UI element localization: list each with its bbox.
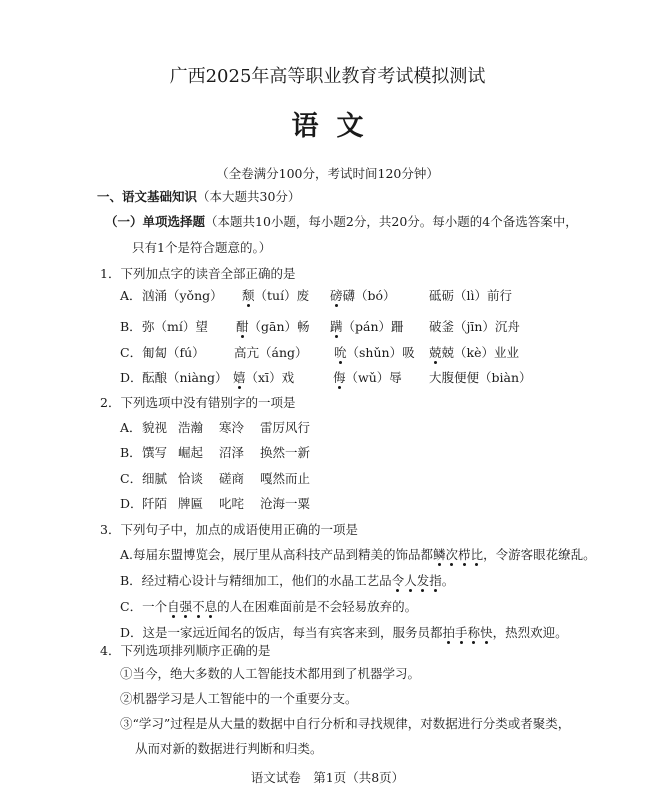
option-word: 沼泽 (219, 445, 245, 460)
option-item (242, 286, 309, 304)
dotted-idiom-text (392, 573, 442, 588)
option-word: 牌匾 (178, 496, 204, 511)
dotted-char: 令 (391, 573, 405, 588)
dotted-idiom (443, 625, 493, 640)
option-item (330, 286, 396, 304)
dotted-char: 人 (404, 573, 417, 588)
question-4-stem: 4．下列选项排列顺序正确的是 (100, 643, 271, 658)
dotted-idiom (167, 599, 217, 614)
dotted-char: 次 (445, 547, 459, 562)
dotted-idiom-text (433, 547, 483, 562)
subsection-label: （一）单项选择题 (105, 214, 206, 229)
option-text: 。 (441, 573, 455, 588)
dotted-char: 鳞 (433, 547, 446, 562)
question-4-sentence-1: ①当今，绝大多数的人工智能技术都用到了机器学习。 (120, 666, 421, 681)
option-letter: D． (120, 496, 143, 511)
option-item: 匍匐（fú） (142, 345, 205, 360)
option-item (429, 343, 519, 361)
option-item-text: （gān）畅 (248, 319, 310, 334)
dotted-char: 发 (416, 573, 430, 588)
option-letter: D． (120, 370, 143, 385)
option-item: 汹涌（yǒng） (142, 288, 223, 303)
option-item (330, 317, 404, 335)
option-text: ，热烈欢迎。 (492, 625, 568, 640)
subsection-note: （本题共10小题，每小题2分，共20分。每小题的4个备选答案中， (205, 214, 578, 229)
dotted-char: 手 (455, 625, 468, 640)
question-3-stem: 3．下列句子中，加点的成语使用正确的一项是 (100, 522, 358, 537)
option-item: 酝酿（niàng） (142, 370, 228, 385)
dotted-char: 颓 (242, 288, 255, 303)
question-3-option-d (120, 623, 568, 641)
option-word: 雷厉风行 (260, 420, 311, 435)
option-item-text: （shǔn）吸 (346, 345, 415, 360)
dotted-idiom (392, 573, 442, 588)
option-word: 恰谈 (178, 471, 204, 486)
page-footer: 语文试卷 第1页（共8页） (250, 770, 405, 785)
option-item: 大腹便便（biàn） (429, 370, 532, 385)
option-text: A.每届东盟博览会，展厅里从高科技产品到精美的饰品都 (120, 547, 434, 562)
option-item (334, 343, 415, 361)
option-item-text: （xī）戏 (245, 370, 295, 385)
dotted-idiom (433, 547, 483, 562)
subject-title: 语文 (291, 111, 382, 142)
dotted-char: 磅 (330, 288, 343, 303)
option-word: 叱咤 (219, 496, 245, 511)
option-word: 馔写 (142, 445, 168, 460)
option-letter: A． (120, 288, 142, 303)
dotted-char: 称 (467, 625, 481, 640)
option-item-text: （pán）跚 (342, 319, 404, 334)
option-text: 的人在困难面前是不会轻易放弃的。 (217, 599, 418, 614)
dotted-char: 拍 (442, 625, 456, 640)
dotted-char: 吮 (334, 345, 347, 360)
option-item (333, 368, 402, 386)
option-word: 磋商 (219, 471, 245, 486)
option-item (236, 317, 310, 335)
dotted-char: 自 (167, 599, 180, 614)
section-heading-label: 一、语文基础知识 (97, 189, 198, 204)
option-item: 破釜（jīn）沉舟 (429, 319, 520, 334)
section-heading (97, 187, 300, 205)
question-1-stem: 1．下列加点字的读音全部正确的是 (100, 266, 296, 281)
question-3-option-b (120, 571, 454, 589)
dotted-char: 侮 (333, 370, 346, 385)
option-word: 貌视 (142, 420, 168, 435)
option-word: 沧海一粟 (260, 496, 311, 511)
exam-title: 广西2025年高等职业教育考试模拟测试 (169, 66, 486, 87)
dotted-char: 蹒 (330, 319, 343, 334)
dotted-char: 指 (429, 573, 442, 588)
section-heading-note: （本大题共30分） (197, 189, 301, 204)
option-text: ，令游客眼花缭乱。 (483, 547, 596, 562)
option-text: C．一个 (120, 599, 168, 614)
dotted-char: 不 (192, 599, 205, 614)
option-letter: C． (120, 345, 143, 360)
subsection-note-continued: 只有1个是符合题意的。） (132, 240, 272, 255)
question-4-sentence-2: ②机器学习是人工智能中的一个重要分支。 (120, 691, 358, 706)
option-item: 弥（mí）望 (142, 319, 208, 334)
option-text: D．这是一家远近闻名的饭店，每当有宾客来到，服务员都 (120, 625, 443, 640)
option-item: 砥砺（lì）前行 (429, 288, 512, 303)
dotted-char: 兢 (429, 345, 442, 360)
question-4-sentence-3-continued: 从而对新的数据进行判断和归类。 (135, 741, 323, 756)
option-item: 高亢（áng） (234, 345, 308, 360)
question-3-option-a (120, 545, 596, 563)
option-item-text: 礴（bó） (342, 288, 396, 303)
option-item (233, 368, 294, 386)
option-item-text: 兢（kè）业业 (441, 345, 519, 360)
option-word: 换然一新 (260, 445, 311, 460)
option-letter: A． (120, 420, 142, 435)
option-word: 阡陌 (142, 496, 168, 511)
option-letter: C． (120, 471, 143, 486)
option-word: 浩瀚 (178, 420, 204, 435)
dotted-char: 快 (480, 625, 493, 640)
dotted-char: 强 (179, 599, 193, 614)
exam-info: （全卷满分100分，考试时间120分钟） (216, 166, 439, 181)
option-text: B．经过精心设计与精细加工，他们的水晶工艺品 (120, 573, 392, 588)
option-letter: B． (120, 445, 142, 460)
dotted-char: 嬉 (233, 370, 246, 385)
option-word: 细腻 (142, 471, 168, 486)
option-word: 崛起 (178, 445, 204, 460)
option-item-text: （wǔ）辱 (345, 370, 402, 385)
dotted-char: 息 (204, 599, 218, 614)
dotted-idiom-text (167, 599, 217, 614)
dotted-char: 栉 (458, 547, 471, 562)
subsection-heading (105, 212, 578, 230)
question-4-sentence-3: ③“学习”过程是从大量的数据中自行分析和寻找规律，对数据进行分类或者聚类， (120, 716, 571, 731)
option-letter: B． (120, 319, 142, 334)
option-item-text: （tuí）废 (254, 288, 310, 303)
option-word: 寒泠 (219, 420, 245, 435)
option-word: 嘎然而止 (260, 471, 311, 486)
dotted-char: 酣 (236, 319, 249, 334)
question-2-stem: 2．下列选项中没有错别字的一项是 (100, 395, 296, 410)
dotted-char: 比 (470, 547, 484, 562)
dotted-idiom-text (443, 625, 493, 640)
question-3-option-c (120, 597, 417, 615)
